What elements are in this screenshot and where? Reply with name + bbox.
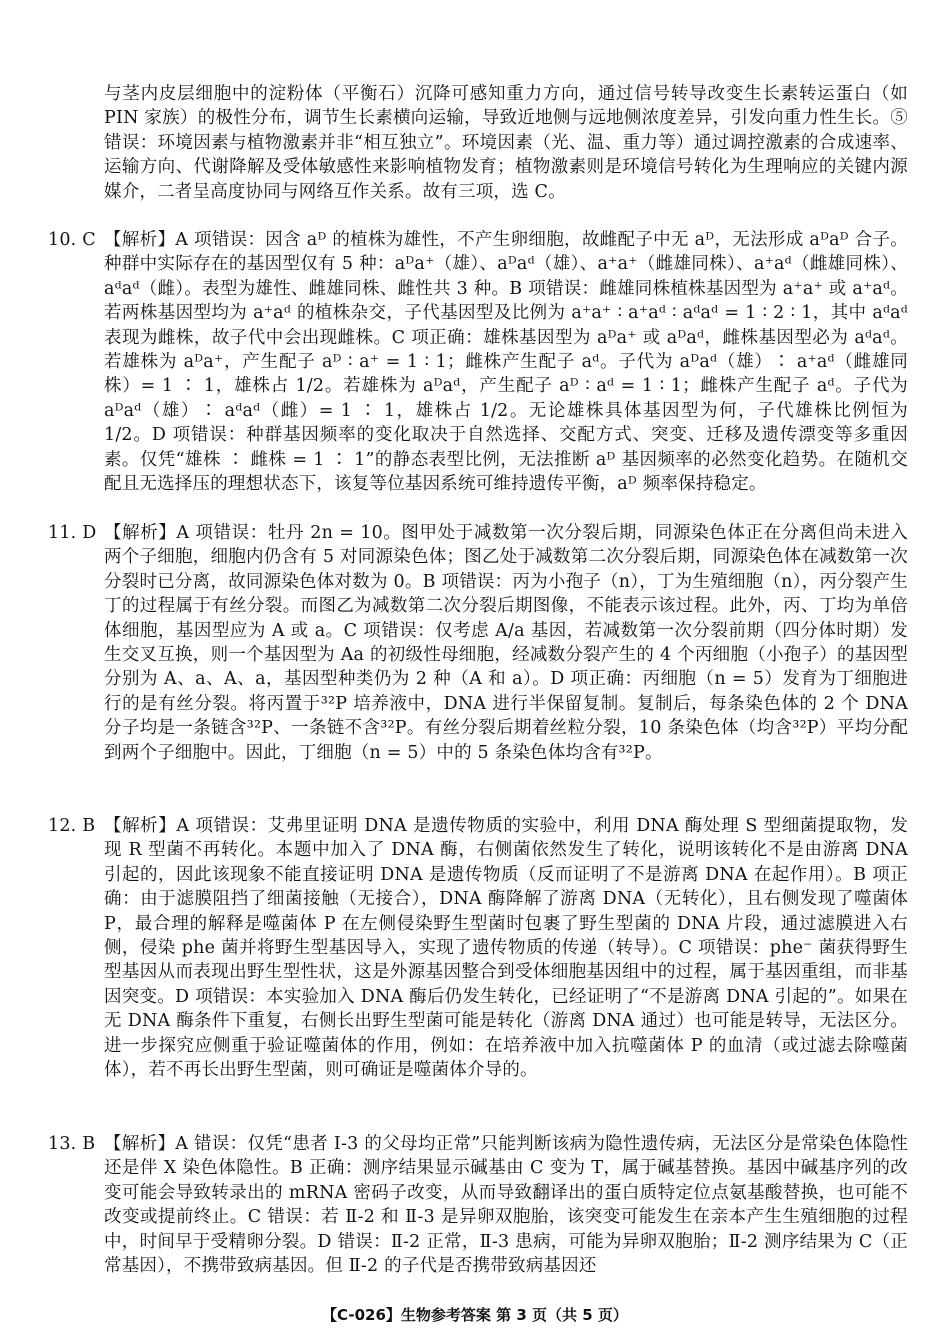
- answer-item-12: [18, 814, 908, 1082]
- continuation-paragraph: [104, 82, 908, 204]
- item-number: 12. B: [48, 816, 96, 836]
- answer-item-10: [18, 228, 908, 496]
- answer-item-11: [18, 521, 908, 765]
- item-number: 11. D: [48, 523, 97, 543]
- item-explanation: 【解析】A 项错误：牡丹 2n = 10。图甲处于减数第一次分裂后期，同源染色体正在分离但尚未进入两个子细胞，细胞内仍含有 5 对同源染色体；图乙处于减数第二次分裂后期，同源染色体在减数第一次分裂时已分离，故同源染色体对数为 0。B 项错误：丙为小孢子（n），丁为生殖细胞（n），丙分裂产生丁的过程属于有丝分裂。而图乙为减数第二次分裂后期图像，不能表示该过程。此外，丙、丁均为单倍体细胞，基因型应为 A 或 a。C 项错误：仅考虑 A/a 基因，若减数第一次分裂前期（四分体时期）发生交叉互换，则一个基因型为 Aa 的初级性母细胞，经减数分裂产生的 4 个丙细胞（小孢子）的基因型分别为 A、a、A、a，基因型种类仍为 2 种（A 和 a）。D 项正确：丙细胞（n = 5）发育为丁细胞进行的是有丝分裂。将丙置于³²P 培养液中，DNA 进行半保留复制。复制后，每条染色体的 2 个 DNA 分子均是一条链含³²P、一条链不含³²P。有丝分裂后期着丝粒分裂，10 条染色体（均含³²P）平均分配到两个子细胞中。因此，丁细胞（n = 5）中的 5 条染色体均含有³²P。: [104, 523, 908, 763]
- answer-item-13: [18, 1132, 908, 1278]
- page-footer: 【C-026】生物参考答案 第 3 页（共 5 页）: [322, 1306, 628, 1324]
- item-explanation: 【解析】A 项错误：因含 aᴰ 的植株为雄性，不产生卵细胞，故雌配子中无 aᴰ，无法形成 aᴰaᴰ 合子。种群中实际存在的基因型仅有 5 种：aᴰa⁺（雄）、aᴰaᵈ（雄）、a⁺a⁺（雌雄同株）、a⁺aᵈ（雌雄同株）、aᵈaᵈ（雌）。表型为雄性、雌雄同株、雌性共 3 种。B 项错误：雌雄同株植株基因型为 a⁺a⁺ 或 a⁺aᵈ。若两株基因型均为 a⁺aᵈ 的植株杂交，子代基因型及比例为 a⁺a⁺ ∶ a⁺aᵈ ∶ aᵈaᵈ = 1 ∶ 2 ∶ 1，其中 aᵈaᵈ 表现为雌株，故子代中会出现雌株。C 项正确：雄株基因型为 aᴰa⁺ 或 aᴰaᵈ，雌株基因型必为 aᵈaᵈ。若雄株为 aᴰa⁺，产生配子 aᴰ ∶ a⁺ = 1 ∶ 1；雌株产生配子 aᵈ。子代为 aᴰaᵈ（雄）∶ a⁺aᵈ（雌雄同株）= 1 ∶ 1，雄株占 1/2。若雄株为 aᴰaᵈ，产生配子 aᴰ ∶ aᵈ = 1 ∶ 1；雌株产生配子 aᵈ。子代为 aᴰaᵈ（雄）∶ aᵈaᵈ（雌）= 1 ∶ 1，雄株占 1/2。无论雄株具体基因型为何，子代雄株比例恒为 1/2。D 项错误：种群基因频率的变化取决于自然选择、交配方式、突变、迁移及遗传漂变等多重因素。仅凭“雄株 ∶ 雌株 = 1 ∶ 1”的静态表型比例，无法推断 aᴰ 基因频率的必然变化趋势。在随机交配且无选择压的理想状态下，该复等位基因系统可维持遗传平衡，aᴰ 频率保持稳定。: [104, 230, 908, 495]
- item-explanation: 【解析】A 项错误：艾弗里证明 DNA 是遗传物质的实验中，利用 DNA 酶处理 S 型细菌提取物，发现 R 型菌不再转化。本题中加入了 DNA 酶，右侧菌依然发生了转化，说明该转化不是由游离 DNA 引起的，因此该现象不能直接证明 DNA 是遗传物质（反而证明了不是游离 DNA 在起作用）。B 项正确：由于滤膜阻挡了细菌接触（无接合），DNA 酶降解了游离 DNA（无转化），且右侧发现了噬菌体 P，最合理的解释是噬菌体 P 在左侧侵染野生型菌时包裹了野生型菌的 DNA 片段，通过滤膜进入右侧，侵染 phe 菌并将野生型基因导入，实现了遗传物质的传递（转导）。C 项错误：phe⁻ 菌获得野生型基因从而表现出野生型性状，这是外源基因整合到受体细胞基因组中的过程，属于基因重组，而非基因突变。D 项错误：本实验加入 DNA 酶后仍发生转化，已经证明了“不是游离 DNA 引起的”。如果在无 DNA 酶条件下重复，右侧长出野生型菌可能是转化（游离 DNA 通过）也可能是转导，无法区分。进一步探究应侧重于验证噬菌体的作用，例如：在培养液中加入抗噬菌体 P 的血清（或过滤去除噬菌体），若不再长出野生型菌，则可确证是噬菌体介导的。: [104, 816, 908, 1081]
- item-number: 13. B: [48, 1134, 96, 1154]
- item-explanation: 【解析】A 错误：仅凭“患者 Ⅰ-3 的父母均正常”只能判断该病为隐性遗传病，无法区分是常染色体隐性还是伴 X 染色体隐性。B 正确：测序结果显示碱基由 C 变为 T，属于碱基替换。基因中碱基序列的改变可能会导致转录出的 mRNA 密码子改变，从而导致翻译出的蛋白质特定位点氨基酸替换，也可能不改变或提前终止。C 错误：若 Ⅱ-2 和 Ⅱ-3 是异卵双胞胎，该突变可能发生在亲本产生生殖细胞的过程中，时间早于受精卵分裂。D 错误：Ⅱ-2 正常，Ⅱ-3 患病，可能为异卵双胞胎；Ⅱ-2 测序结果为 C（正常基因），不携带致病基因。但 Ⅱ-2 的子代是否携带致病基因还: [104, 1134, 908, 1277]
- item-number: 10. C: [48, 230, 96, 250]
- continuation-text: 与茎内皮层细胞中的淀粉体（平衡石）沉降可感知重力方向，通过信号转导改变生长素转运蛋白（如 PIN 家族）的极性分布，调节生长素横向运输，导致近地侧与远地侧浓度差异，引发向重力性生长。⑤错误：环境因素与植物激素并非“相互独立”。环境因素（光、温、重力等）通过调控激素的合成速率、运输方向、代谢降解及受体敏感性来影响植物发育；植物激素则是环境信号转化为生理响应的关键内源媒介，二者呈高度协同与网络互作关系。故有三项，选 C。: [104, 84, 908, 202]
